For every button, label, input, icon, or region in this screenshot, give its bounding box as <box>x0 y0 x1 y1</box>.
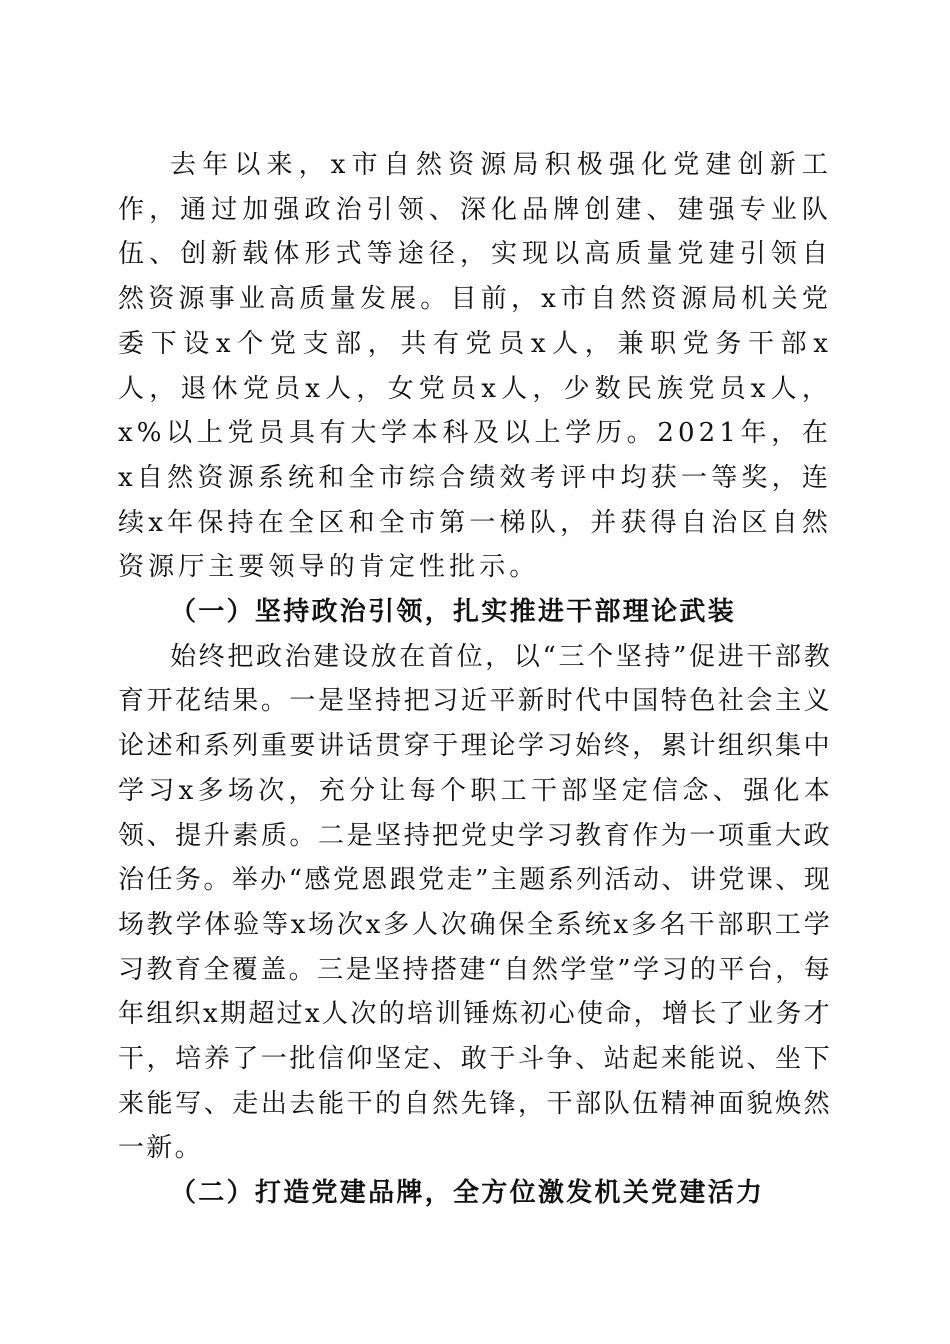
section-heading-2: （二）打造党建品牌，全方位激发机关党建活力 <box>170 1178 765 1209</box>
intro-paragraph: 去年以来，x市自然资源局积极强化党建创新工作，通过加强政治引领、深化品牌创建、建强专业队伍、创新载体形式等途径，实现以高质量党建引领自然资源事业高质量发展。目前，x市自然资源局机关党委下设x个党支部，共有党员x人，兼职党务干部x人，退休党员x人，女党员x人，少数民族党员x人，x%以上党员具有大学本科及以上学历。2021年，在x自然资源系统和全市综合绩效考评中均获一等奖，连续x年保持在全区和全市第一梯队，并获得自治区自然资源厅主要领导的肯定性批示。 <box>118 150 832 583</box>
document-body <box>118 143 832 1216</box>
section-1-paragraph: 始终把政治建设放在首位，以“三个坚持”促进干部教育开花结果。一是坚持把习近平新时代中国特色社会主义论述和系列重要讲话贯穿于理论学习始终，累计组织集中学习x多场次，充分让每个职工干部坚定信念、强化本领、提升素质。二是坚持把党史学习教育作为一项重大政治任务。举办“感党恩跟党走”主题系列活动、讲党课、现场教学体验等x场次x多人次确保全系统x多名干部职工学习教育全覆盖。三是坚持搭建“自然学堂”学习的平台，每年组织x期超过x人次的培训锤炼初心使命，增长了业务才干，培养了一批信仰坚定、敢于斗争、站起来能说、坐下来能写、走出去能干的自然先锋，干部队伍精神面貌焕然一新。 <box>118 641 832 1164</box>
section-heading-1: （一）坚持政治引领，扎实推进干部理论武装 <box>170 597 737 628</box>
